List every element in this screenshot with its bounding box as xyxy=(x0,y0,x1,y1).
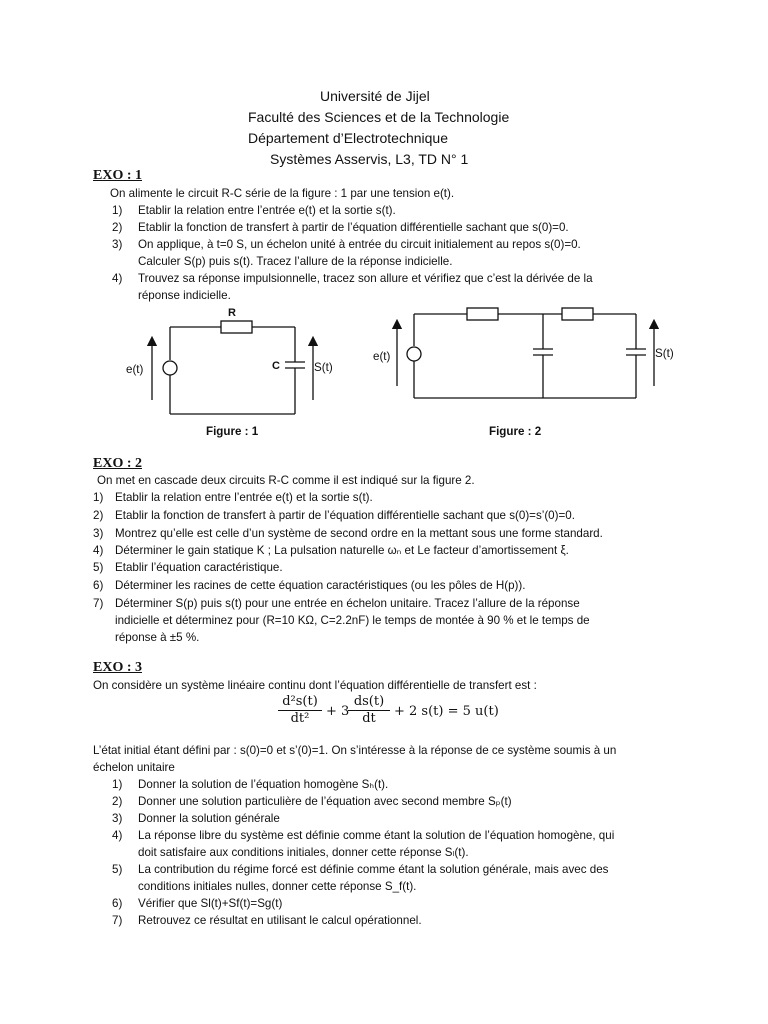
voltage-source-2-icon xyxy=(407,347,421,361)
resistor-2-icon xyxy=(562,308,593,320)
exo2-intro: On met en cascade deux circuits R-C comme il est indiqué sur la figure 2. xyxy=(97,474,475,487)
course-title: Systèmes Asservis, L3, TD N° 1 xyxy=(270,151,469,167)
figure-2-caption: Figure : 2 xyxy=(489,425,542,438)
department-name: Département d’Electrotechnique xyxy=(248,130,449,146)
exo3-initial-state-line-1: L’état initial étant défini par : s(0)=0 et s’(0)=1. On s’intéresse à la réponse de ce système soumis à un xyxy=(93,744,617,757)
exo3-title: EXO : 3 xyxy=(93,660,142,675)
fig2-e-label: e(t) xyxy=(373,350,391,363)
fig2-s-label: S(t) xyxy=(655,347,674,360)
university-name: Université de Jijel xyxy=(320,88,430,104)
fig1-r-label: R xyxy=(228,307,236,319)
exo1-intro: On alimente le circuit R-C série de la figure : 1 par une tension e(t). xyxy=(110,187,455,200)
exo2-title: EXO : 2 xyxy=(93,456,142,471)
exo3-initial-state-line-2: échelon unitaire xyxy=(93,761,175,774)
resistor-r-icon xyxy=(221,321,252,333)
exo3-intro: On considère un système linéaire continu dont l’équation différentielle de transfert est : xyxy=(93,679,537,692)
figure-2-circuit xyxy=(397,308,654,398)
exo1-title: EXO : 1 xyxy=(93,168,142,183)
figure-1-caption: Figure : 1 xyxy=(206,425,259,438)
fig1-e-label: e(t) xyxy=(126,363,144,376)
document-page: Université de Jijel Faculté des Sciences et de la Technologie Département d’Electrotechnique Systèmes Asservis, L3, TD N° 1 EXO : 1 On alimente le circuit R-C série de la figure : 1 par une tension e(t). 1) Etablir la relation entre l’entrée e(t) et la sortie s(t). 2) Etablir la fonction de transfert à partir de l’équation différentielle sachant que s(0)=0. 3) On applique, à t=0 S, un échelon unité à entrée du circuit initialement au repos s(0)=0. Calculer S(p) puis s(t). Tracez l’allure de la réponse indicielle. 4) Trouvez sa réponse impulsionnelle, tracez son allure et vérifiez que c’est la dérivée de la réponse indicielle. R C e(t) S(t) Figure : 1 e(t) S(t) Figure : 2 EXO : 2 On met en cascade deux circuits R-C comme il est indiqué sur la figure 2. 1) Etablir la relation entre l’entrée e(t) et la sortie s(t). 2) Etablir la fonction de transfert à partir de l’équation différentielle sachant que s(0)=s’(0)=0. 3) Montrez qu’elle est celle d’un système de second ordre en la mettant sous une forme standard. 4) Déterminer le gain statique K ; La pulsation naturelle ωₙ et Le facteur d’amortissement ξ. 5) Etablir l’équation caractéristique. 6) Déterminer les racines de cette équation caractéristiques (ou les pôles de H(p)). 7) Déterminer S(p) puis s(t) pour une entrée en échelon unitaire. Tracez l’allure de la réponse indicielle et déterminez pour (R=10 KΩ, C=2.2nF) le temps de montée à 90 % et le temps de réponse à ±5 %. EXO : 3 On considère un système linéaire continu dont l’équation différentielle de transfert est : d²s(t) dt² + 3 ds(t) dt + 2 s(t) = 5 u(t) L’état initial étant défini par : s(0)=0 et s’(0)=1. On s’intéresse à la réponse de ce système soumis à un échelon unitaire 1) Donner la solution de l’équation homogène Sₕ(t). 2) Donner une solution particulière de l’équation avec second membre Sₚ(t) 3) Donner la solution générale 4) La réponse libre du système est définie comme étant la solution de l’équation homogène, qui doit satisfaire aux conditions initiales, donner cette réponse Sₗ(t). 5) La contribution du régime forcé est définie comme étant la solution générale, mais avec des conditions initiales nulles, donner cette réponse S_f(t). 6) Vérifier que Sl(t)+Sf(t)=Sg(t) 7) Retrouvez ce résultat en utilisant le calcul opérationnel. xyxy=(0,0,768,1024)
fig1-c-label: C xyxy=(272,360,280,372)
faculty-name: Faculté des Sciences et de la Technologie xyxy=(248,109,510,125)
figure-1-circuit xyxy=(152,321,313,414)
voltage-source-icon xyxy=(163,361,177,375)
resistor-1-icon xyxy=(467,308,498,320)
fig1-s-label: S(t) xyxy=(314,361,333,374)
